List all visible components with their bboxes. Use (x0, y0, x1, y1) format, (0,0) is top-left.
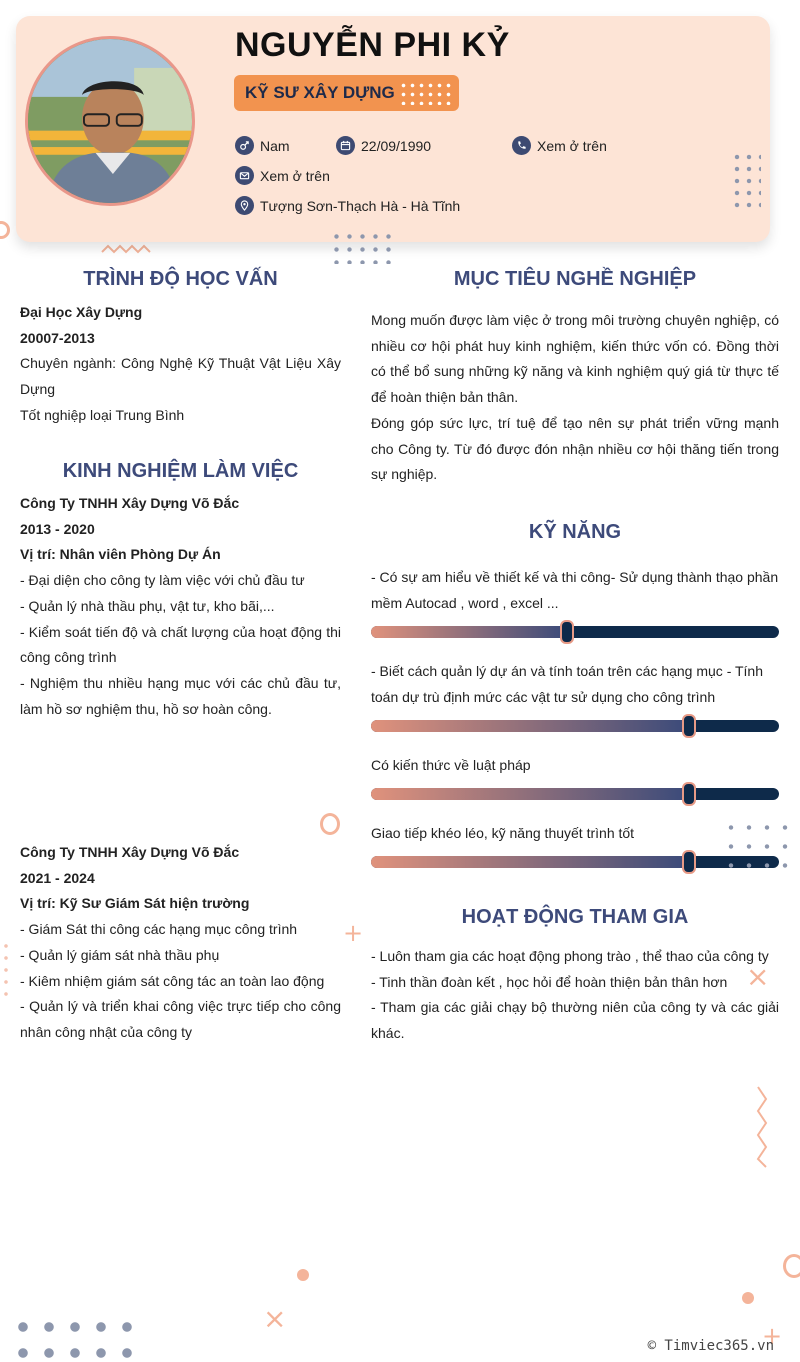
address-value: Tượng Sơn-Thạch Hà - Hà Tĩnh (260, 197, 461, 214)
skill-bar-fill (371, 720, 689, 732)
education-block (20, 300, 341, 429)
skill-4-text: Giao tiếp khéo léo, kỹ năng thuyết trình tốt (371, 825, 635, 841)
job-title: KỸ SƯ XÂY DỰNG (245, 83, 395, 102)
decor-zigzag-vertical (752, 1085, 770, 1169)
job-2-company: Công Ty TNHH Xây Dựng Võ Đắc (20, 844, 240, 860)
job-2-duty: - Giám Sát thi công các hạng mục công trình (20, 921, 298, 938)
education-heading: TRÌNH ĐỘ HỌC VẤN (83, 268, 278, 290)
activity-item: - Tham gia các giải chạy bộ thường niên của công ty và các giải khác. (371, 999, 779, 1042)
experience-heading: KINH NGHIỆM LÀM VIỆC (62, 460, 299, 482)
objective-block (371, 308, 779, 488)
decor-ring-right (783, 1254, 800, 1278)
location-pin-icon (235, 196, 254, 215)
activity-item: - Luôn tham gia các hoạt động phong trào , thể thao của công ty (371, 948, 769, 964)
job-1-period: 2013 - 2020 (20, 520, 95, 537)
job-title-badge (234, 75, 459, 111)
skill-3-bar (371, 788, 779, 800)
education-major: Chuyên ngành: Công Nghệ Kỹ Thuật Vật Liệu Xây Dựng (20, 355, 341, 398)
phone-info (512, 136, 607, 155)
skill-1-bar (371, 626, 779, 638)
job-2 (20, 840, 341, 1046)
decor-ring-mid (320, 813, 340, 835)
job-2-duty: - Quản lý và triển khai công việc trực tiếp cho công nhân công nhật của công ty (20, 998, 341, 1040)
skill-1-text: - Có sự am hiểu về thiết kế và thi công- Sử dụng thành thạo phần mềm Autocad , word , excel ... (371, 569, 779, 611)
job-1 (20, 491, 341, 722)
objective-heading: MỤC TIÊU NGHỀ NGHIỆP (453, 268, 697, 290)
gender-value: Nam (260, 137, 290, 154)
phone-value: Xem ở trên (537, 137, 607, 154)
dots-right-mid (722, 818, 792, 868)
email-value: Xem ở trên (260, 167, 330, 184)
header-dots-right (731, 151, 761, 209)
decor-dot (297, 1269, 309, 1281)
gender-icon (235, 136, 254, 155)
skill-bar-fill (371, 788, 689, 800)
dots-below-header (330, 230, 394, 264)
skill-slider-knob (560, 620, 574, 644)
job-2-period: 2021 - 2024 (20, 869, 95, 886)
job-1-company: Công Ty TNHH Xây Dựng Võ Đắc (20, 495, 240, 511)
skill-3-text: Có kiến thức về luật pháp (371, 757, 531, 773)
job-2-position: Vị trí: Kỹ Sư Giám Sát hiện trường (20, 895, 250, 912)
skill-slider-knob (682, 714, 696, 738)
activities-block (371, 944, 779, 1047)
activity-item: - Tinh thần đoàn kết , học hỏi để hoàn thiện bản thân hơn (371, 973, 728, 990)
skill-4-bar (371, 856, 779, 868)
education-grade: Tốt nghiệp loại Trung Bình (20, 406, 185, 423)
job-2-duty: - Kiêm nhiệm giám sát công tác an toàn lao động (20, 972, 325, 989)
job-1-duty: - Kiểm soát tiến độ và chất lượng của hoạt động thi công công trình (20, 623, 341, 666)
job-1-duty: - Quản lý nhà thầu phụ, vật tư, kho bãi,... (20, 597, 275, 614)
decor-dots-left (4, 940, 8, 1000)
decor-cross: × (263, 1302, 287, 1335)
skills-heading: KỸ NĂNG (528, 521, 622, 543)
birthday-info (336, 136, 431, 155)
decor-ring-left (0, 221, 10, 239)
decor-zigzag (100, 243, 152, 255)
activities-heading: HOẠT ĐỘNG THAM GIA (461, 906, 689, 928)
objective-paragraph-1: Mong muốn được làm việc ở trong môi trường chuyên nghiệp, có nhiều cơ hội phát huy kinh nghiệm, kiến thức vốn có. Đồng thời có thể bổ sung những kỹ năng và kinh nghiệm quý giá từ thực tế để hoàn thiện bản thân. (371, 312, 779, 406)
skill-bar-fill (371, 856, 689, 868)
footer-watermark: © Timviec365.vn (647, 1338, 774, 1354)
address-info (235, 196, 460, 215)
email-icon (235, 166, 254, 185)
phone-icon (512, 136, 531, 155)
calendar-icon (336, 136, 355, 155)
skill-2-bar (371, 720, 779, 732)
dots-bottom-left (10, 1314, 134, 1362)
email-info (235, 166, 330, 185)
skill-bar-fill (371, 626, 567, 638)
candidate-name: NGUYỄN PHI KỶ (235, 26, 510, 64)
badge-dots (399, 81, 454, 105)
decor-plus: + (343, 919, 364, 947)
education-years: 20007-2013 (20, 329, 95, 346)
decor-cross: × (746, 960, 770, 993)
decor-plus: + (762, 1322, 783, 1350)
gender-info (235, 136, 290, 155)
birthday-value: 22/09/1990 (361, 137, 432, 154)
skill-slider-knob (682, 850, 696, 874)
skill-2-text: - Biết cách quản lý dự án và tính toán trên các hạng mục - Tính toán dự trù định mức các vật tư sử dụng cho công trình (371, 663, 763, 705)
job-1-duty: - Nghiệm thu nhiều hạng mục với các chủ đầu tư, làm hồ sơ nghiệm thu, hồ sơ hoàn công. (20, 674, 341, 717)
decor-dot (742, 1292, 754, 1304)
job-1-position: Vị trí: Nhân viên Phòng Dự Án (20, 546, 221, 563)
job-2-duty: - Quản lý giám sát nhà thầu phụ (20, 946, 220, 963)
job-1-duty: - Đại diện cho công ty làm việc với chủ đầu tư (20, 572, 305, 589)
school-name: Đại Học Xây Dựng (20, 304, 143, 320)
objective-paragraph-2: Đóng góp sức lực, trí tuệ để tạo nên sự phát triển vững mạnh cho Công ty. Từ đó được đón nhận nhiều cơ hội thăng tiến trong sự nghiệp. (371, 414, 779, 483)
avatar (25, 36, 195, 206)
skill-slider-knob (682, 782, 696, 806)
